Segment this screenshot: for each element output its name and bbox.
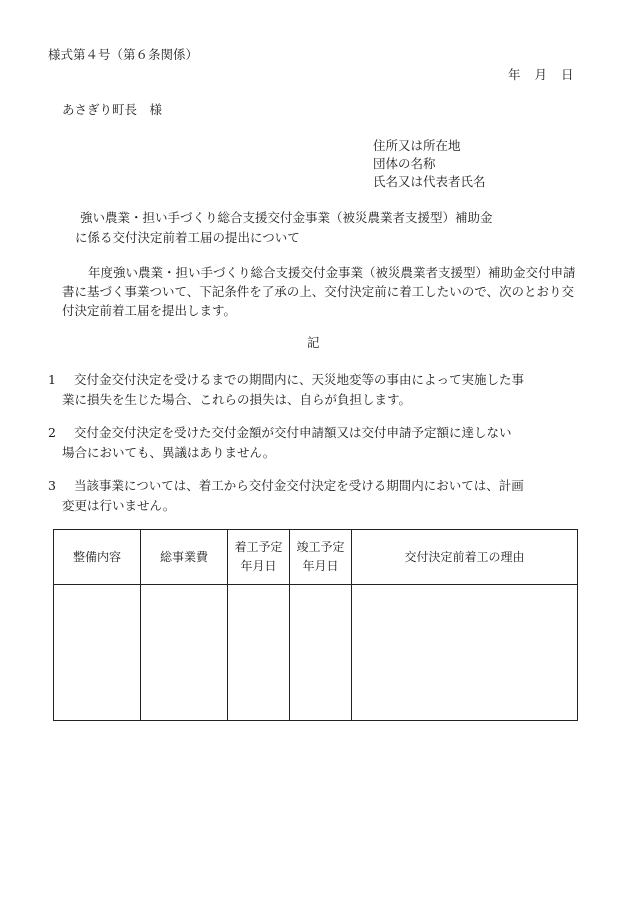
table-row	[54, 585, 578, 721]
form-number: 様式第４号（第６条関係）	[48, 47, 199, 62]
condition-number: 1	[48, 372, 56, 387]
condition-text: 交付金交付決定を受けるまでの期間内に、天災地変等の事由によって実施した事	[74, 372, 525, 387]
header-start-date: 着工予定 年月日	[228, 530, 290, 585]
condition-number: 3	[48, 478, 56, 493]
cell-reason[interactable]	[352, 585, 578, 721]
condition-text-continued: 変更は行いません。	[62, 498, 176, 513]
header-total-cost: 総事業費	[141, 530, 228, 585]
condition-text: 交付金交付決定を受けた交付金額が交付申請額又は交付申請予定額に達しない	[74, 425, 512, 440]
header-completion-date: 竣工予定 年月日	[290, 530, 352, 585]
condition-number: 2	[48, 425, 56, 440]
table-header-row	[54, 530, 578, 585]
document-title-line1: 強い農業・担い手づくり総合支援交付金事業（被災農業者支援型）補助金	[80, 210, 493, 225]
condition-1	[48, 370, 588, 410]
header-reason: 交付決定前着工の理由	[352, 530, 578, 585]
project-table	[53, 529, 578, 721]
cell-completion-date[interactable]	[290, 585, 352, 721]
addressee: あさぎり町長 様	[62, 102, 163, 117]
date-month: 月	[534, 67, 548, 82]
document-title-line2: に係る交付決定前着工届の提出について	[75, 230, 300, 245]
date-year: 年	[508, 67, 521, 82]
applicant-address-label: 住所又は所在地	[373, 138, 461, 153]
applicant-org-label: 団体の名称	[373, 156, 436, 171]
condition-3	[48, 476, 588, 516]
cell-content[interactable]	[54, 585, 141, 721]
date-day: 日	[561, 67, 574, 82]
ki-heading: 記	[307, 335, 320, 350]
condition-text-continued: 場合においても、異議はありません。	[62, 445, 276, 460]
applicant-name-label: 氏名又は代表者氏名	[373, 174, 486, 189]
condition-text-continued: 業に損失を生じた場合、これらの損失は、自らが負担します。	[62, 392, 412, 407]
date-line	[508, 69, 574, 82]
header-content: 整備内容	[54, 530, 141, 585]
cell-start-date[interactable]	[228, 585, 290, 721]
condition-2	[48, 423, 588, 463]
condition-text: 当該事業については、着工から交付金交付決定を受ける期間内においては、計画	[74, 478, 524, 493]
body-paragraph: 年度強い農業・担い手づくり総合支援交付金事業（被災農業者支援型）補助金交付申請書に基づく事業ついて、下記条件を了承の上、交付決定前に着工したいので、次のとおり交付決定前着工届を提出します。	[62, 265, 576, 318]
cell-total-cost[interactable]	[141, 585, 228, 721]
